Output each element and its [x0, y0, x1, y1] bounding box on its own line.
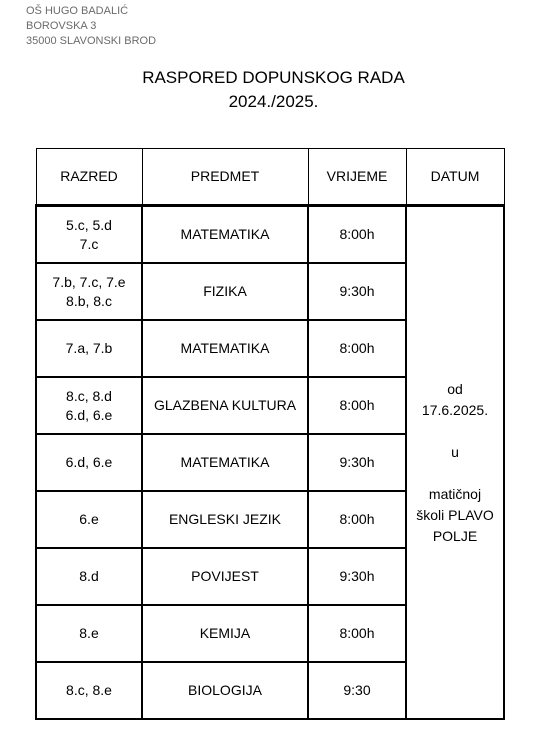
razred-cell [36, 605, 142, 662]
vrijeme-cell: 8:00h [308, 377, 406, 434]
razred-line-1: 6.d, 6.e [65, 454, 113, 470]
razred-line-2: 8.b, 8.c [66, 292, 112, 309]
razred-line-1: 8.d [79, 568, 99, 584]
header-predmet: PREDMET [142, 149, 308, 206]
razred-line-2: 7.c [79, 235, 99, 252]
predmet-cell: MATEMATIKA [142, 434, 308, 491]
title-line-1: RASPORED DOPUNSKOG RADA [142, 68, 405, 87]
razred-cell [36, 662, 142, 719]
razred-line-1: 6.e [79, 511, 99, 527]
predmet-cell: BIOLOGIJA [142, 662, 308, 719]
vrijeme-cell: 9:30 [308, 662, 406, 719]
predmet-cell: KEMIJA [142, 605, 308, 662]
vrijeme-cell: 8:00h [308, 491, 406, 548]
table-row [36, 206, 504, 264]
datum-line-2: 17.6.2025. [421, 401, 489, 418]
razred-cell [36, 491, 142, 548]
datum-line-3: u [451, 443, 459, 460]
vrijeme-cell: 9:30h [308, 434, 406, 491]
razred-cell [36, 434, 142, 491]
razred-line-1: 7.b, 7.c, 7.e [52, 273, 126, 290]
predmet-cell: POVIJEST [142, 548, 308, 605]
datum-line-5: školi PLAVO [416, 506, 494, 523]
header-vrijeme: VRIJEME [308, 149, 406, 206]
header-datum: DATUM [406, 149, 504, 206]
school-name: OŠ HUGO BADALIĆ [26, 5, 129, 17]
school-city: 35000 SLAVONSKI BROD [26, 35, 157, 47]
predmet-cell: MATEMATIKA [142, 320, 308, 377]
razred-cell [36, 320, 142, 377]
datum-line-4: matičnoj [428, 485, 482, 502]
datum-cell [406, 206, 504, 720]
datum-line-1: od [447, 380, 463, 397]
datum-spacer-2 [411, 463, 499, 484]
vrijeme-cell: 9:30h [308, 548, 406, 605]
vrijeme-cell: 8:00h [308, 605, 406, 662]
vrijeme-cell: 9:30h [308, 263, 406, 320]
razred-cell [36, 377, 142, 434]
razred-line-1: 7.a, 7.b [65, 340, 113, 356]
title-line-2: 2024./2025. [228, 92, 319, 111]
razred-line-1: 8.e [79, 625, 99, 641]
document-title [0, 66, 547, 114]
razred-cell [36, 206, 142, 264]
predmet-cell: ENGLESKI JEZIK [142, 491, 308, 548]
vrijeme-cell: 8:00h [308, 320, 406, 377]
schedule-table [35, 148, 505, 720]
razred-line-2: 6.d, 6.e [65, 406, 113, 423]
razred-cell [36, 263, 142, 320]
datum-spacer-1 [411, 421, 499, 442]
predmet-cell: MATEMATIKA [142, 206, 308, 264]
school-street: BOROVSKA 3 [26, 20, 97, 32]
predmet-cell: GLAZBENA KULTURA [142, 377, 308, 434]
vrijeme-cell: 8:00h [308, 206, 406, 264]
razred-line-1: 8.c, 8.d [66, 387, 112, 404]
razred-cell [36, 548, 142, 605]
datum-line-6: POLJE [432, 527, 478, 544]
razred-line-1: 5.c, 5.d [66, 216, 112, 233]
header-row [36, 149, 504, 206]
razred-line-1: 8.c, 8.e [66, 682, 112, 698]
header-razred: RAZRED [36, 149, 142, 206]
school-header [26, 4, 156, 49]
predmet-cell: FIZIKA [142, 263, 308, 320]
